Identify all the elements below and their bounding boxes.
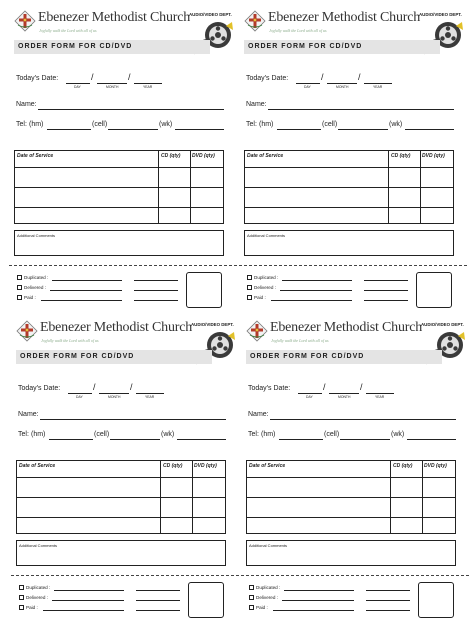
delivered-label: Delivered : [256,595,278,600]
cd-qty-header: CD (qty) [391,153,411,159]
paid-checkbox[interactable] [17,295,22,300]
form-header [14,8,232,48]
duplicated-field[interactable] [284,590,354,591]
duplicated-field[interactable] [54,590,124,591]
tel-work-field[interactable] [405,129,454,130]
tel-home-label: (hm) [31,431,46,438]
form-header [246,318,464,358]
church-cross-logo-icon [244,10,266,32]
table-divider [245,187,453,188]
church-tagline: Joyfully walk the Lord with all of us [41,338,99,343]
order-form [16,318,234,618]
church-name: Ebenezer Methodist Church [40,320,193,335]
department-label: AUDIO/VIDEO DEPT. [189,12,232,17]
tel-label: Tel: [18,431,29,438]
date-separator: / [91,72,94,82]
date-of-service-header: Date of Service [247,153,284,159]
name-label: Name: [248,411,269,418]
comments-label: Additional Comments [17,233,56,238]
church-cross-logo-icon [14,10,36,32]
date-year-field[interactable] [364,83,392,84]
table-divider [17,497,225,498]
office-use-box[interactable] [188,582,224,618]
name-field[interactable] [38,109,224,110]
table-divider [17,477,225,478]
day-sublabel: DAY [304,85,311,89]
cd-qty-header: CD (qty) [393,463,413,469]
comments-label: Additional Comments [247,233,286,238]
date-of-service-header: Date of Service [19,463,56,469]
day-sublabel: DAY [306,395,313,399]
name-label: Name: [246,101,267,108]
paid-date-field[interactable] [366,610,410,611]
comments-box[interactable] [244,230,454,256]
comments-label: Additional Comments [19,543,58,548]
department-label: AUDIO/VIDEO DEPT. [419,12,462,17]
date-separator: / [360,382,363,392]
order-form-title: ORDER FORM FOR CD/DVD [250,353,365,360]
tel-home-field[interactable] [47,129,91,130]
name-field[interactable] [270,419,456,420]
tel-work-field[interactable] [175,129,224,130]
order-form-title: ORDER FORM FOR CD/DVD [18,43,133,50]
delivered-date-field[interactable] [136,600,180,601]
table-divider [15,187,223,188]
tel-work-field[interactable] [177,439,226,440]
table-divider [17,517,225,518]
duplicated-label: Duplicated : [26,585,51,590]
tel-cell-label: (cell) [94,431,110,438]
paid-field[interactable] [43,610,124,611]
date-year-field[interactable] [136,393,164,394]
order-form-title: ORDER FORM FOR CD/DVD [248,43,363,50]
day-sublabel: DAY [74,85,81,89]
paid-date-field[interactable] [364,300,408,301]
cut-line [11,575,239,576]
order-form [244,8,462,308]
paid-date-field[interactable] [134,300,178,301]
office-use-box[interactable] [186,272,222,308]
order-form [246,318,464,618]
duplicated-label: Duplicated : [24,275,49,280]
order-form [14,8,232,308]
comments-box[interactable] [14,230,224,256]
service-order-table [246,460,456,534]
church-name: Ebenezer Methodist Church [38,10,191,25]
date-year-field[interactable] [366,393,394,394]
duplicated-field[interactable] [52,280,122,281]
duplicated-checkbox[interactable] [249,585,254,590]
tel-label: Tel: [16,121,27,128]
date-day-field[interactable] [68,393,92,394]
name-label: Name: [18,411,39,418]
comments-label: Additional Comments [249,543,288,548]
table-divider [15,167,223,168]
church-name: Ebenezer Methodist Church [268,10,421,25]
church-name: Ebenezer Methodist Church [270,320,423,335]
duplicated-date-field[interactable] [134,280,178,281]
office-use-box[interactable] [418,582,454,618]
tel-cell-field[interactable] [108,129,158,130]
cd-qty-header: CD (qty) [163,463,183,469]
month-sublabel: MONTH [336,85,349,89]
delivered-field[interactable] [282,600,354,601]
service-order-table [244,150,454,224]
paid-label: Paid : [256,605,268,610]
date-year-field[interactable] [134,83,162,84]
month-sublabel: MONTH [106,85,119,89]
tel-home-label: (hm) [261,431,276,438]
name-field[interactable] [40,419,226,420]
table-divider [247,497,455,498]
office-use-box[interactable] [416,272,452,308]
table-divider [15,207,223,208]
date-separator: / [93,382,96,392]
todays-date-label: Today's Date: [246,75,289,82]
month-sublabel: MONTH [338,395,351,399]
delivered-checkbox[interactable] [17,285,22,290]
delivered-date-field[interactable] [364,290,408,291]
department-label: AUDIO/VIDEO DEPT. [191,322,234,327]
date-day-field[interactable] [296,83,320,84]
date-month-field[interactable] [99,393,129,394]
delivered-label: Delivered : [26,595,48,600]
tel-cell-label: (cell) [324,431,340,438]
day-sublabel: DAY [76,395,83,399]
dvd-qty-header: DVD (qty) [422,153,445,159]
todays-date-label: Today's Date: [16,75,59,82]
dvd-qty-header: DVD (qty) [192,153,215,159]
service-order-table [14,150,224,224]
dvd-qty-header: DVD (qty) [424,463,447,469]
date-separator: / [323,382,326,392]
date-of-service-header: Date of Service [249,463,286,469]
duplicated-checkbox[interactable] [247,275,252,280]
tel-work-label: (wk) [389,121,403,128]
paid-checkbox[interactable] [247,295,252,300]
delivered-checkbox[interactable] [249,595,254,600]
order-form-title: ORDER FORM FOR CD/DVD [20,353,135,360]
duplicated-label: Duplicated : [256,585,281,590]
date-month-field[interactable] [327,83,357,84]
paid-label: Paid : [24,295,36,300]
year-sublabel: YEAR [143,85,153,89]
cut-line [9,265,237,266]
tel-cell-label: (cell) [92,121,108,128]
date-of-service-header: Date of Service [17,153,54,159]
todays-date-label: Today's Date: [248,385,291,392]
month-sublabel: MONTH [108,395,121,399]
tel-work-label: (wk) [391,431,405,438]
tel-home-field[interactable] [279,439,323,440]
tel-label: Tel: [246,121,257,128]
duplicated-date-field[interactable] [136,590,180,591]
tel-home-label: (hm) [259,121,274,128]
paid-label: Paid : [26,605,38,610]
tel-cell-label: (cell) [322,121,338,128]
year-sublabel: YEAR [373,85,383,89]
delivered-field[interactable] [280,290,352,291]
tel-cell-field[interactable] [110,439,160,440]
delivered-date-field[interactable] [366,600,410,601]
department-label: AUDIO/VIDEO DEPT. [421,322,464,327]
church-tagline: Joyfully walk the Lord with all of us [39,28,97,33]
tel-cell-field[interactable] [340,439,390,440]
date-day-field[interactable] [298,393,322,394]
paid-date-field[interactable] [136,610,180,611]
duplicated-label: Duplicated : [254,275,279,280]
church-cross-logo-icon [16,320,38,342]
paid-label: Paid : [254,295,266,300]
name-field[interactable] [268,109,454,110]
date-month-field[interactable] [97,83,127,84]
church-cross-logo-icon [246,320,268,342]
date-separator: / [128,72,131,82]
cut-line [239,265,467,266]
duplicated-date-field[interactable] [364,280,408,281]
delivered-field[interactable] [52,600,124,601]
date-separator: / [321,72,324,82]
table-divider [245,167,453,168]
form-header [16,318,234,358]
tel-cell-field[interactable] [338,129,388,130]
date-day-field[interactable] [66,83,90,84]
year-sublabel: YEAR [375,395,385,399]
delivered-checkbox[interactable] [247,285,252,290]
todays-date-label: Today's Date: [18,385,61,392]
paid-field[interactable] [41,300,122,301]
comments-box[interactable] [246,540,456,566]
table-divider [247,517,455,518]
tel-work-label: (wk) [161,431,175,438]
duplicated-checkbox[interactable] [19,585,24,590]
tel-home-field[interactable] [277,129,321,130]
service-order-table [16,460,226,534]
dvd-qty-header: DVD (qty) [194,463,217,469]
date-month-field[interactable] [329,393,359,394]
delivered-checkbox[interactable] [19,595,24,600]
cut-line [241,575,469,576]
tel-work-label: (wk) [159,121,173,128]
paid-checkbox[interactable] [249,605,254,610]
paid-checkbox[interactable] [19,605,24,610]
form-header [244,8,462,48]
paid-field[interactable] [273,610,354,611]
delivered-field[interactable] [50,290,122,291]
comments-box[interactable] [16,540,226,566]
duplicated-date-field[interactable] [366,590,410,591]
tel-work-field[interactable] [407,439,456,440]
name-label: Name: [16,101,37,108]
duplicated-field[interactable] [282,280,352,281]
table-divider [245,207,453,208]
delivered-label: Delivered : [254,285,276,290]
date-separator: / [130,382,133,392]
delivered-date-field[interactable] [134,290,178,291]
tel-home-field[interactable] [49,439,93,440]
duplicated-checkbox[interactable] [17,275,22,280]
paid-field[interactable] [271,300,352,301]
church-tagline: Joyfully walk the Lord with all of us [271,338,329,343]
cd-qty-header: CD (qty) [161,153,181,159]
date-separator: / [358,72,361,82]
tel-label: Tel: [248,431,259,438]
delivered-label: Delivered : [24,285,46,290]
table-divider [247,477,455,478]
tel-home-label: (hm) [29,121,44,128]
year-sublabel: YEAR [145,395,155,399]
church-tagline: Joyfully walk the Lord with all of us [269,28,327,33]
